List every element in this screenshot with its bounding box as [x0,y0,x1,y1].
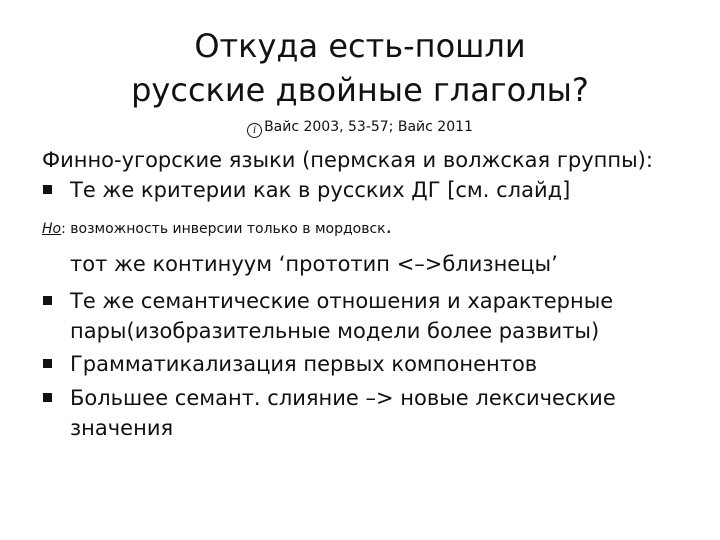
note-prefix: Но [42,221,62,237]
note-line [42,216,392,239]
title-line-2: русские двойные глаголы? [131,71,589,109]
bullet-2-line-1: Те же семантические отношения и характерные [70,289,614,313]
bullet-3-text: Грамматикализация первых компонентов [70,352,538,376]
bullet-marker [42,384,54,412]
intro-line: Финно-угорские языки (пермская и волжская группы): [42,148,653,172]
bullet-2-line-2: пары(изобразительные модели более развиты) [70,319,600,343]
note-dot: . [385,214,392,238]
bullet-marker [42,350,54,378]
bullet-4-line-2: значения [70,416,174,440]
note-text: : возможность инверсии только в мордовск [61,221,386,237]
bullet-marker [42,287,54,315]
bullet-4-line-1: Большее семант. слияние –> новые лексические [70,386,616,410]
bullet-marker [42,176,54,204]
citation-text: Вайс 2003, 53-57; Вайс 2011 [264,119,473,135]
citation [0,118,720,138]
bullet-1-text: Те же критерии как в русских ДГ [см. слайд] [70,178,571,202]
title-line-1: Откуда есть-пошли [194,27,526,65]
info-icon: i [247,123,262,138]
slide-title [60,24,660,112]
continuation-line: тот же континуум ‘прототип <–>близнецы’ [70,252,558,276]
